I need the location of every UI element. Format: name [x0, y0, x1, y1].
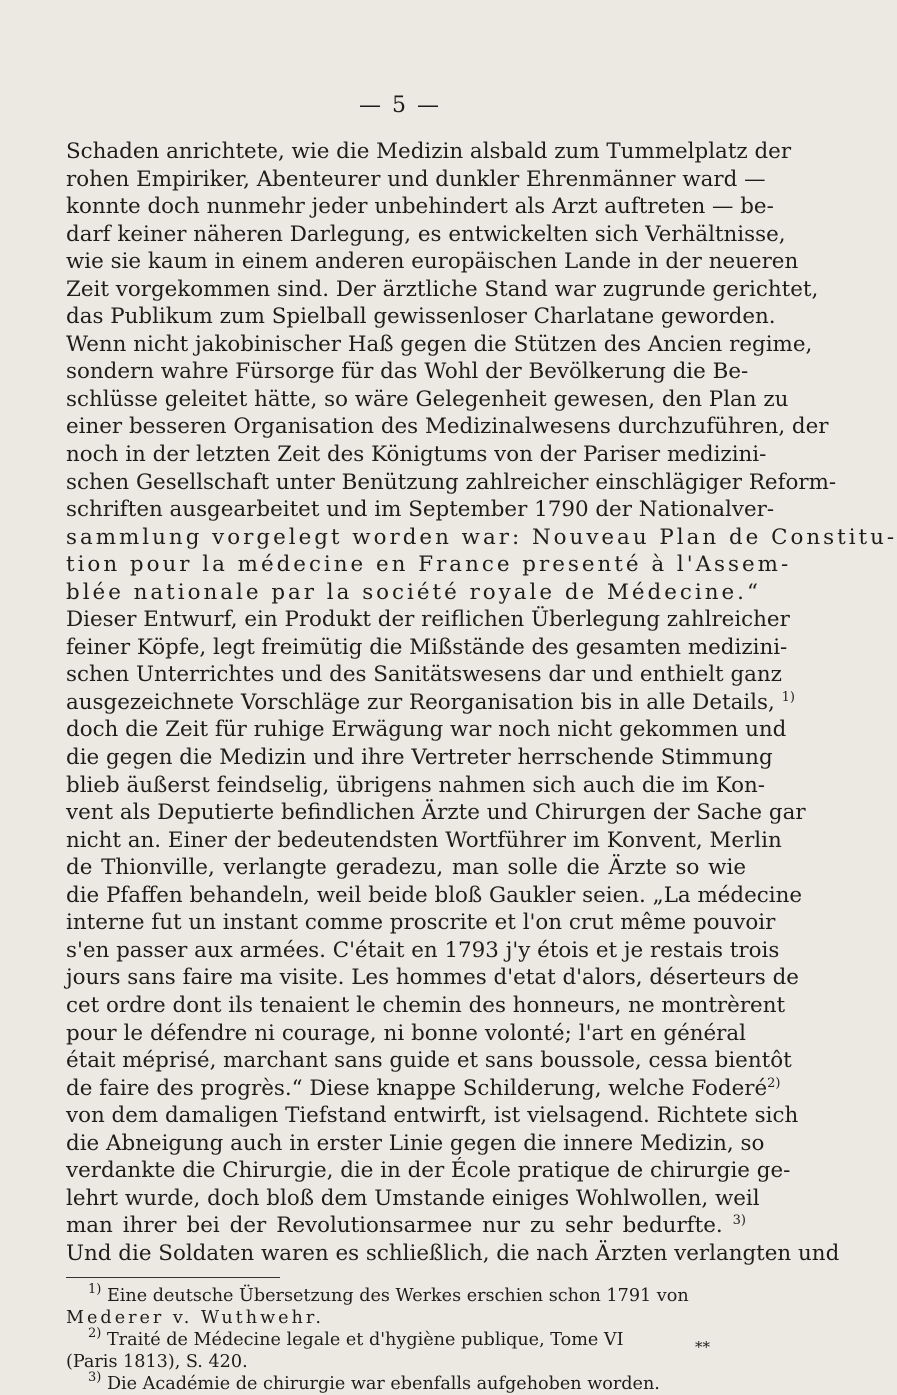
text-line: das Publikum zum Spielball gewissenloser Charlatane geworden. [66, 304, 776, 330]
text-line: sammlung vorgelegt worden war: Nouveau Plan de Constitu- [66, 524, 897, 550]
text-line: sondern wahre Fürsorge für das Wohl der Bevölkerung die Be- [66, 359, 749, 385]
text-line: schen Unterrichtes und des Sanitätswesens dar und enthielt ganz [66, 662, 782, 688]
footnote-line: Mederer v. Wuthwehr. [66, 1308, 324, 1328]
text-line: cet ordre dont ils tenaient le chemin des honneurs, ne montrèrent [66, 992, 786, 1018]
text-line: verdankte die Chirurgie, die in der École pratique de chirurgie ge- [66, 1158, 791, 1184]
text-line: Schaden anrichtete, wie die Medizin alsbald zum Tummelplatz der [66, 139, 792, 164]
text-line: tion pour la médecine en France presenté à l'Assem- [66, 552, 792, 578]
text-line: lehrt wurde, doch bloß dem Umstande einiges Wohlwollen, weil [66, 1185, 760, 1211]
text-line: rohen Empiriker, Abenteurer und dunkler Ehrenmänner ward — [66, 166, 766, 192]
text-line: jours sans faire ma visite. Les hommes d'etat d'alors, déserteurs de [66, 965, 799, 991]
text-line-with-ref [66, 1212, 746, 1240]
text-line: de faire des progrès.“ Diese knappe Schilderung, welche Foderé [66, 1075, 768, 1101]
footnotes [66, 1282, 746, 1395]
text-line: schriften ausgearbeitet und im September 1790 der Nationalver- [66, 497, 775, 523]
text-line: blée nationale par la société royale de Médecine.“ [66, 579, 761, 605]
footnote-text: Eine deutsche Übersetzung des Werkes erschien schon 1791 von [106, 1286, 689, 1306]
text-line: nicht an. Einer der bedeutendsten Wortführer im Konvent, Merlin [66, 827, 782, 853]
text-line: einer besseren Organisation des Medizinalwesens durchzuführen, der [66, 414, 829, 440]
footnote [66, 1370, 746, 1395]
text-line: pour le défendre ni courage, ni bonne volonté; l'art en général [66, 1020, 746, 1046]
text-line: Dieser Entwurf, ein Produkt der reiflichen Überlegung zahlreicher [66, 607, 790, 633]
text-line: de Thionville, verlangte geradezu, man solle die Ärzte so wie [66, 855, 746, 881]
footnote-ref: 3) [732, 1213, 746, 1229]
footnote-mark: 2) [88, 1326, 102, 1341]
footnote-line [66, 1370, 746, 1395]
text-line: konnte doch nunmehr jeder unbehindert als Arzt auftreten — be- [66, 194, 774, 220]
text-line: Zeit vorgekommen sind. Der ärztliche Stand war zugrunde gerichtet, [66, 276, 819, 302]
body-text [66, 138, 897, 1267]
text-line: wie sie kaum in einem anderen europäischen Lande in der neueren [66, 249, 799, 275]
text-line: schen Gesellschaft unter Benützung zahlreicher einschlägiger Reform- [66, 469, 837, 495]
footnote-line [66, 1326, 746, 1351]
footnote-ref: 2) [767, 1075, 781, 1091]
text-line: doch die Zeit für ruhige Erwägung war noch nicht gekommen und [66, 717, 787, 743]
footnote-divider [66, 1277, 280, 1278]
text-line: interne fut un instant comme proscrite et l'on crut même pouvoir [66, 910, 776, 936]
text-line: Und die Soldaten waren es schließlich, die nach Ärzten verlangten und [66, 1240, 840, 1266]
footnote-mark: 3) [88, 1370, 102, 1385]
text-line: vent als Deputierte befindlichen Ärzte und Chirurgen der Sache gar [66, 800, 806, 826]
footnote-mark: 1) [88, 1282, 102, 1297]
signature-mark: ** [695, 1338, 710, 1356]
footnote-text: Die Académie de chirurgie war ebenfalls aufgehoben worden. [106, 1374, 660, 1394]
text-line: die Pfaffen behandeln, weil beide bloß Gaukler seien. „La médecine [66, 882, 803, 908]
text-line-with-ref [66, 689, 795, 717]
text-line: Wenn nicht jakobinischer Haß gegen die Stützen des Ancien regime, [66, 331, 813, 357]
text-line: feiner Köpfe, legt freimütig die Mißstände des gesamten medizini- [66, 634, 788, 660]
text-line: noch in der letzten Zeit des Königtums von der Pariser medizini- [66, 442, 767, 468]
footnote-line [66, 1282, 746, 1307]
text-line: die Abneigung auch in erster Linie gegen die innere Medizin, so [66, 1130, 765, 1156]
text-line: blieb äußerst feindselig, übrigens nahmen sich auch die im Kon- [66, 772, 766, 798]
text-line-with-ref [66, 1075, 781, 1103]
text-line: man ihrer bei der Revolutionsarmee nur zu sehr bedurfte. [66, 1213, 723, 1239]
footnote-ref: 1) [781, 689, 795, 705]
text-line: von dem damaligen Tiefstand entwirft, ist vielsagend. Richtete sich [66, 1103, 799, 1129]
text-line: ausgezeichnete Vorschläge zur Reorganisation bis in alle Details, [66, 689, 775, 715]
page-number-header: — 5 — [359, 93, 441, 118]
text-line: darf keiner näheren Darlegung, es entwickelten sich Verhältnisse, [66, 221, 786, 247]
text-line: schlüsse geleitet hätte, so wäre Gelegenheit gewesen, den Plan zu [66, 386, 789, 412]
footnote-line: (Paris 1813), S. 420. [66, 1352, 248, 1372]
text-line: s'en passer aux armées. C'était en 1793 j'y étois et je restais trois [66, 937, 780, 963]
footnote-text: Traité de Médecine legale et d'hygiène publique, Tome VI [106, 1330, 624, 1350]
footnote [66, 1282, 746, 1329]
text-line: était méprisé, marchant sans guide et sans boussole, cessa bientôt [66, 1048, 792, 1074]
text-line: die gegen die Medizin und ihre Vertreter herrschende Stimmung [66, 745, 773, 771]
footnote [66, 1326, 746, 1373]
